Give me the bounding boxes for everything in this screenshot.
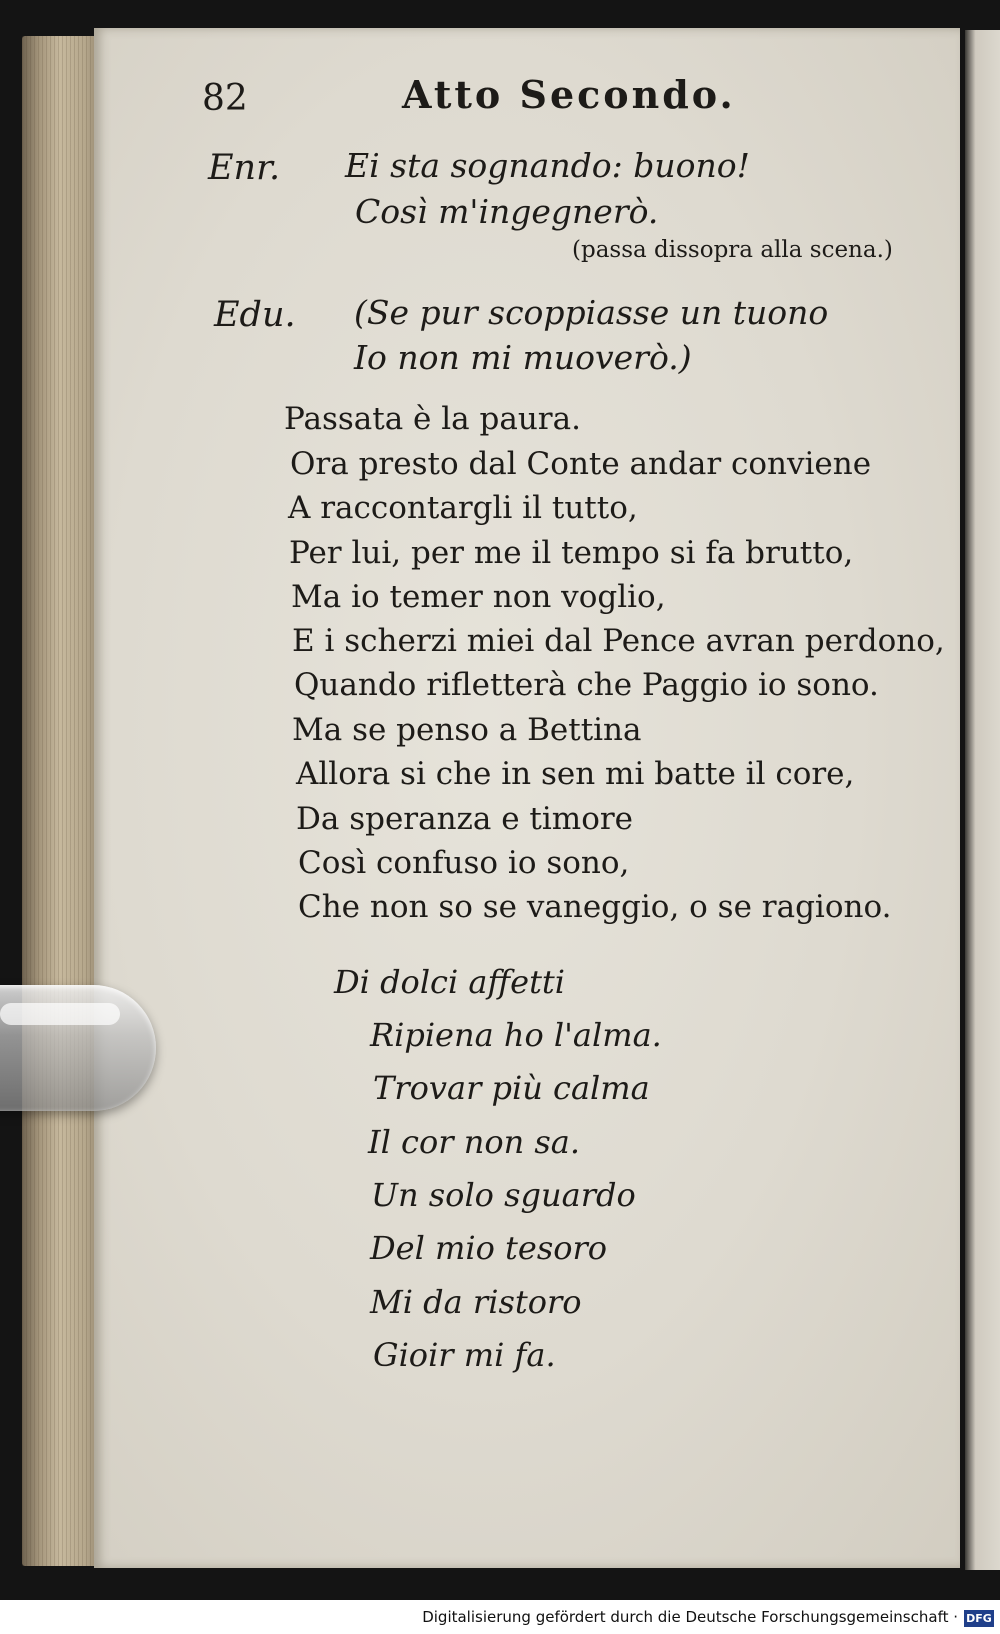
verse-line: Ei sta sognando: buono! bbox=[345, 146, 750, 185]
recitative-line: A raccontargli il tutto, bbox=[288, 490, 638, 526]
recitative-line: Da speranza e timore bbox=[296, 801, 634, 837]
aria-line: Di dolci affetti bbox=[334, 963, 566, 1001]
act-title: Atto Secondo. bbox=[402, 72, 736, 117]
footer-bar bbox=[0, 1600, 1000, 1634]
stage-direction: (passa dissopra alla scena.) bbox=[572, 237, 893, 263]
aria-line: Del mio tesoro bbox=[370, 1229, 608, 1267]
recitative-line: Passata è la paura. bbox=[284, 401, 581, 437]
speaker-edu: Edu. bbox=[214, 295, 296, 335]
clip-shine bbox=[0, 1003, 120, 1025]
aria-line: Ripiena ho l'alma. bbox=[370, 1016, 662, 1054]
next-page-sliver bbox=[965, 30, 1000, 1570]
dfg-logo: DFG bbox=[964, 1610, 994, 1627]
aria-line: Trovar più calma bbox=[373, 1069, 650, 1107]
book-clip bbox=[0, 985, 156, 1111]
recitative-line: Quando rifletterà che Paggio io sono. bbox=[294, 667, 879, 703]
recitative-line: Per lui, per me il tempo si fa brutto, bbox=[289, 535, 854, 571]
recitative-line: E i scherzi miei dal Pence avran perdono, bbox=[292, 623, 945, 659]
speaker-enr: Enr. bbox=[208, 148, 281, 188]
recitative-line: Ma se penso a Bettina bbox=[292, 712, 642, 748]
aria-line: Gioir mi fa. bbox=[373, 1336, 556, 1374]
recitative-line: Così confuso io sono, bbox=[298, 845, 630, 881]
verse-line: Così m'ingegnerò. bbox=[355, 192, 659, 231]
recitative-line: Che non so se vaneggio, o se ragiono. bbox=[298, 889, 892, 925]
aria-line: Il cor non sa. bbox=[368, 1123, 581, 1161]
verse-line: (Se pur scoppiasse un tuono bbox=[354, 293, 829, 332]
recitative-line: Ma io temer non voglio, bbox=[291, 579, 666, 615]
aria-line: Mi da ristoro bbox=[370, 1283, 582, 1321]
aria-line: Un solo sguardo bbox=[371, 1176, 636, 1214]
page-number: 82 bbox=[202, 78, 248, 119]
verse-line: Io non mi muoverò.) bbox=[354, 338, 692, 377]
recitative-line: Allora si che in sen mi batte il core, bbox=[296, 756, 855, 792]
funding-credit: Digitalisierung gefördert durch die Deutsche Forschungsgemeinschaft · bbox=[422, 1608, 958, 1626]
recitative-line: Ora presto dal Conte andar conviene bbox=[290, 446, 872, 482]
